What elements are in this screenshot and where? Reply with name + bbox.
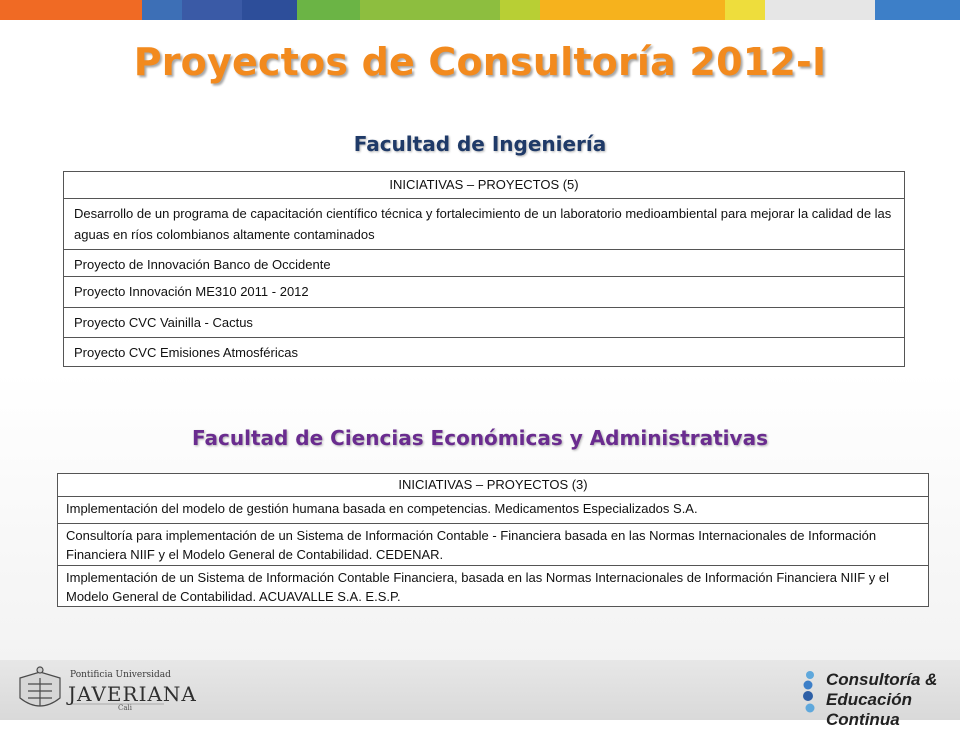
consultoria-brand-text	[826, 670, 960, 730]
table-header: INICIATIVAS – PROYECTOS (5)	[64, 172, 904, 199]
color-segment	[725, 0, 765, 20]
color-segment	[500, 0, 540, 20]
university-name-line2: JAVERIANA	[68, 682, 197, 706]
table-row: Proyecto CVC Emisiones Atmosféricas	[74, 345, 298, 360]
projects-table-ingenieria	[63, 171, 905, 367]
page-title: Proyectos de Consultoría 2012-I	[133, 40, 827, 84]
color-segment	[360, 0, 500, 20]
table-row: Proyecto de Innovación Banco de Occidente	[64, 250, 904, 277]
section-title-ciencias-economicas: Facultad de Ciencias Económicas y Administrativas	[192, 426, 768, 450]
table-row: Implementación del modelo de gestión humana basada en competencias. Medicamentos Especializados S.A.	[58, 497, 928, 524]
top-color-bar	[0, 0, 960, 20]
color-segment	[297, 0, 360, 20]
brand-line2: Educación Continua	[826, 690, 912, 729]
table-row: Implementación de un Sistema de Información Contable Financiera, basada en las Normas Internacionales de Información Financiera NIIF y el Modelo General de Contabilidad. ACUAVALLE S.A. E.S.P.	[66, 570, 890, 604]
section-title-ingenieria: Facultad de Ingeniería	[353, 132, 607, 156]
crest-icon	[20, 667, 60, 706]
brand-line1: Consultoría &	[826, 670, 938, 689]
color-segment	[142, 0, 182, 20]
table-row: Desarrollo de un programa de capacitación científico técnica y fortalecimiento de un laboratorio medioambiental para mejorar la calidad de las aguas en ríos colombianos altamente contaminados	[64, 199, 904, 250]
color-segment	[0, 0, 142, 20]
university-name-line1: Pontificia Universidad	[70, 670, 171, 680]
table-row: Consultoría para implementación de un Sistema de Información Contable - Financiera basada en las Normas Internacionales de Información Financiera NIIF y el Modelo General de Contabilidad. CEDENAR.	[58, 524, 928, 566]
color-segment	[242, 0, 297, 20]
table-header: INICIATIVAS – PROYECTOS (3)	[58, 474, 928, 497]
university-city: Cali	[118, 704, 133, 712]
color-segment	[875, 0, 960, 20]
color-segment	[540, 0, 725, 20]
table-row: Proyecto Innovación ME310 2011 - 2012	[64, 277, 904, 308]
color-segment	[182, 0, 242, 20]
table-row: Proyecto CVC Vainilla - Cactus	[64, 308, 904, 338]
projects-table-ciencias-economicas	[57, 473, 929, 607]
color-segment	[765, 0, 875, 20]
